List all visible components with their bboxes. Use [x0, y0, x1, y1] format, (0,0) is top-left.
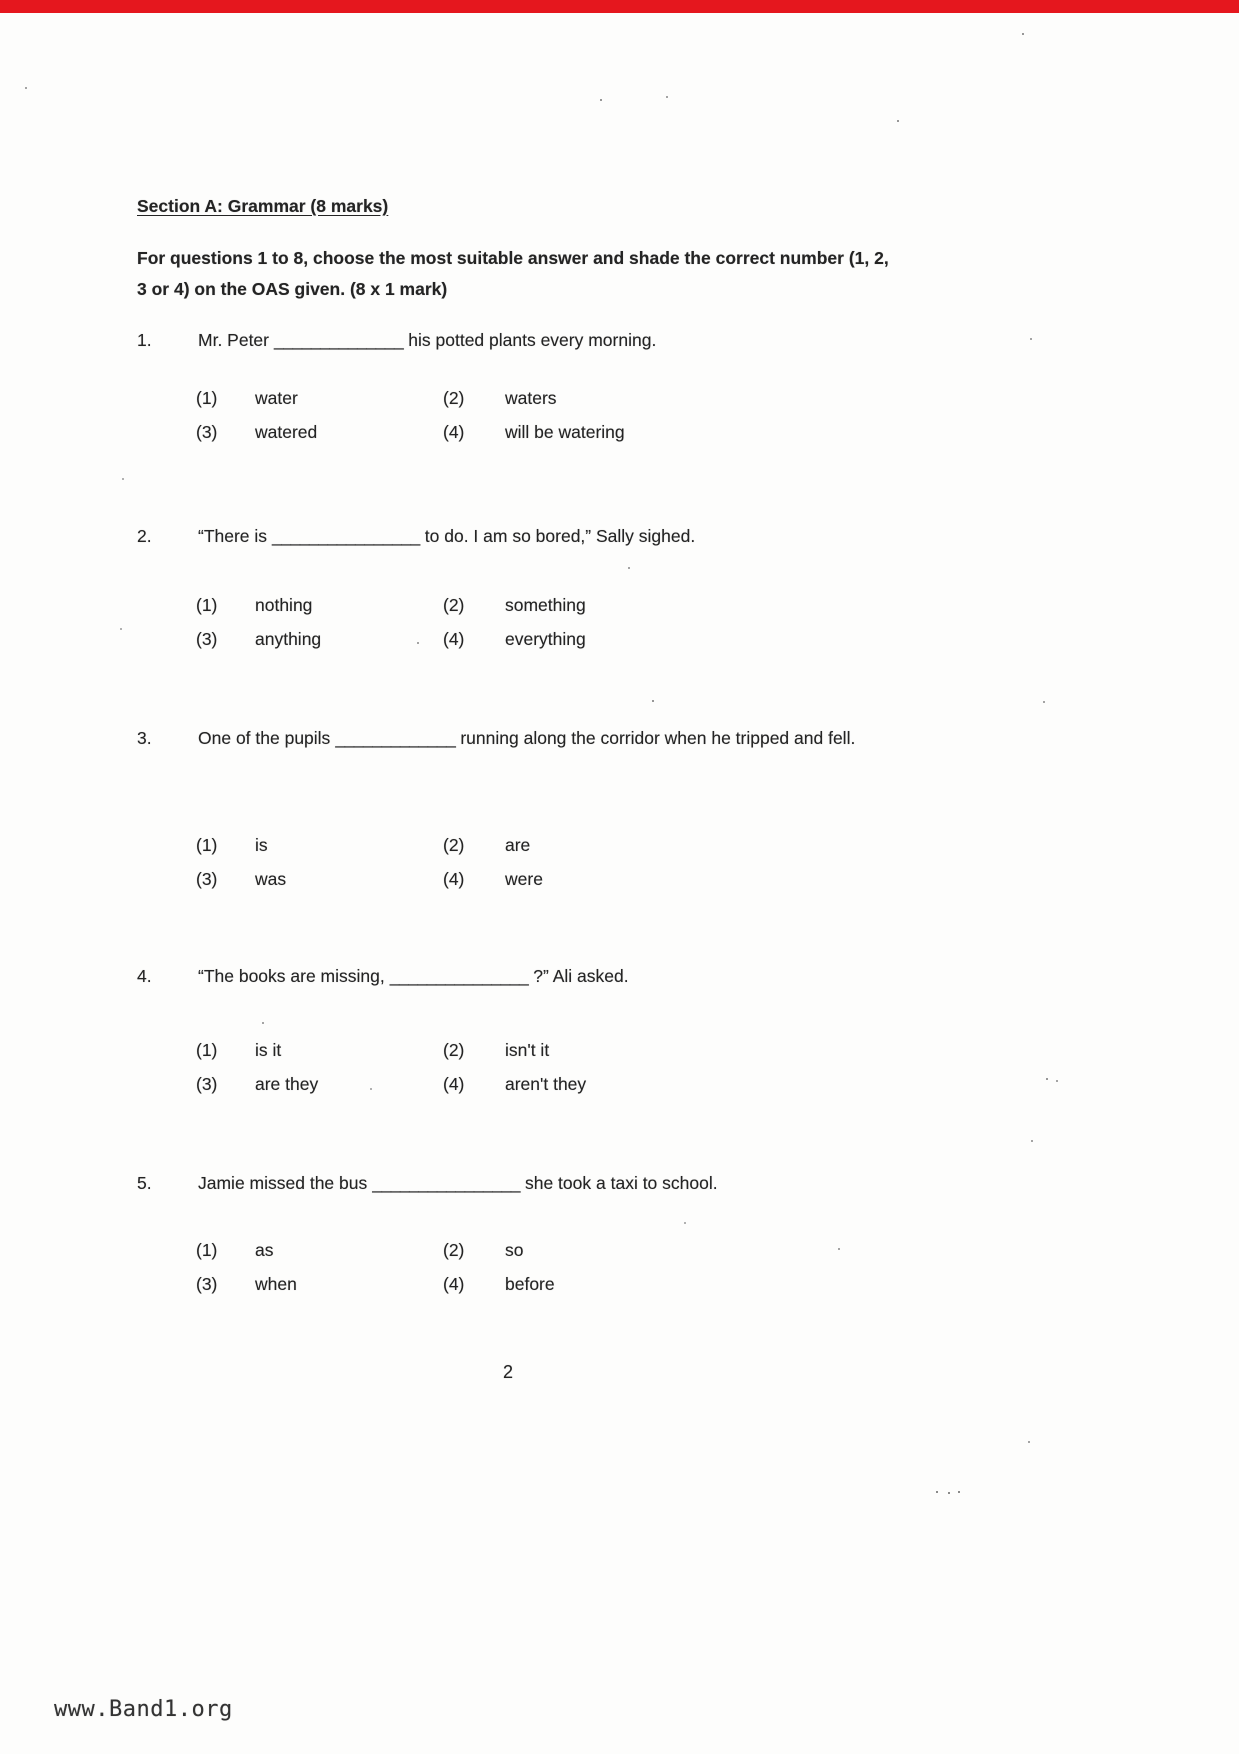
answer-blank: ________________ [272, 526, 420, 546]
option-number: (3) [196, 629, 218, 649]
option-label: was [255, 869, 287, 889]
option-number: (1) [196, 388, 218, 408]
option-number: (4) [443, 869, 465, 889]
question-text-after: to do. I am so bored,” Sally sighed. [424, 526, 696, 546]
option-number: (1) [196, 595, 218, 615]
options-grid [196, 381, 625, 449]
question-text-after: running along the corridor when he tripped and fell. [460, 728, 856, 748]
question-1 [137, 320, 1117, 442]
option-label: were [505, 869, 543, 889]
option-label: watered [255, 422, 318, 442]
option-label: waters [505, 388, 557, 408]
options-grid [196, 1233, 555, 1301]
option-label: aren't they [505, 1074, 587, 1094]
option-label: before [505, 1274, 555, 1294]
answer-blank: _____________ [335, 728, 456, 748]
question-text [198, 1163, 1117, 1203]
question-text-before: One of the pupils [198, 728, 331, 748]
option-label: isn't it [505, 1040, 550, 1060]
question-stem [137, 956, 1117, 996]
option-number: (2) [443, 835, 465, 855]
option-label: are they [255, 1074, 319, 1094]
scanner-red-edge-bar [0, 0, 1239, 13]
page-number: 2 [503, 1362, 514, 1382]
option-label: is [255, 835, 268, 855]
question-text-after: his potted plants every morning. [408, 330, 657, 350]
option-number: (1) [196, 835, 218, 855]
question-stem [137, 516, 1117, 556]
question-3 [137, 718, 1117, 889]
option-number: (3) [196, 869, 218, 889]
question-2 [137, 516, 1117, 649]
question-number: 4. [137, 966, 152, 986]
option-number: (3) [196, 1074, 218, 1094]
option-label: anything [255, 629, 322, 649]
options-grid [196, 588, 586, 656]
options-grid [196, 828, 543, 896]
question-text-before: Jamie missed the bus [198, 1173, 368, 1193]
option-number: (4) [443, 629, 465, 649]
option-number: (1) [196, 1240, 218, 1260]
watermark-text: www.Band1.org [54, 1697, 233, 1722]
question-number: 3. [137, 728, 152, 748]
option-number: (2) [443, 388, 465, 408]
option-number: (1) [196, 1040, 218, 1060]
option-label: something [505, 595, 586, 615]
question-stem [137, 320, 1117, 360]
option-number: (2) [443, 1040, 465, 1060]
question-text-after: ?” Ali asked. [533, 966, 629, 986]
option-label: nothing [255, 595, 313, 615]
question-text [198, 516, 1117, 556]
section-instructions: For questions 1 to 8, choose the most suitable answer and shade the correct number (1, 2, 3 or 4) on the OAS given. (8 x 1 mark) [137, 248, 889, 299]
option-number: (2) [443, 1240, 465, 1260]
question-stem [137, 718, 1117, 758]
question-number: 5. [137, 1173, 152, 1193]
option-label: are [505, 835, 531, 855]
question-text-before: Mr. Peter [198, 330, 269, 350]
question-4 [137, 956, 1117, 1094]
option-label: when [255, 1274, 297, 1294]
question-text-before: “The books are missing, [198, 966, 385, 986]
question-text [198, 956, 1117, 996]
option-number: (2) [443, 595, 465, 615]
question-text [198, 320, 1117, 360]
option-label: so [505, 1240, 524, 1260]
question-number: 2. [137, 526, 152, 546]
option-number: (3) [196, 1274, 218, 1294]
question-text-before: “There is [198, 526, 268, 546]
question-text-after: she took a taxi to school. [524, 1173, 718, 1193]
option-label: is it [255, 1040, 282, 1060]
question-5 [137, 1163, 1117, 1294]
option-number: (4) [443, 422, 465, 442]
scan-noise-specks [0, 0, 2, 2]
question-text [198, 718, 870, 758]
option-number: (4) [443, 1074, 465, 1094]
answer-blank: ________________ [372, 1173, 520, 1193]
option-number: (3) [196, 422, 218, 442]
section-title: Section A: Grammar (8 marks) [137, 196, 389, 216]
option-label: everything [505, 629, 586, 649]
answer-blank: _______________ [389, 966, 529, 986]
answer-blank: ______________ [274, 330, 404, 350]
options-grid [196, 1033, 586, 1101]
option-label: as [255, 1240, 274, 1260]
option-number: (4) [443, 1274, 465, 1294]
question-stem [137, 1163, 1117, 1203]
option-label: will be watering [505, 422, 625, 442]
option-label: water [255, 388, 298, 408]
question-number: 1. [137, 330, 152, 350]
